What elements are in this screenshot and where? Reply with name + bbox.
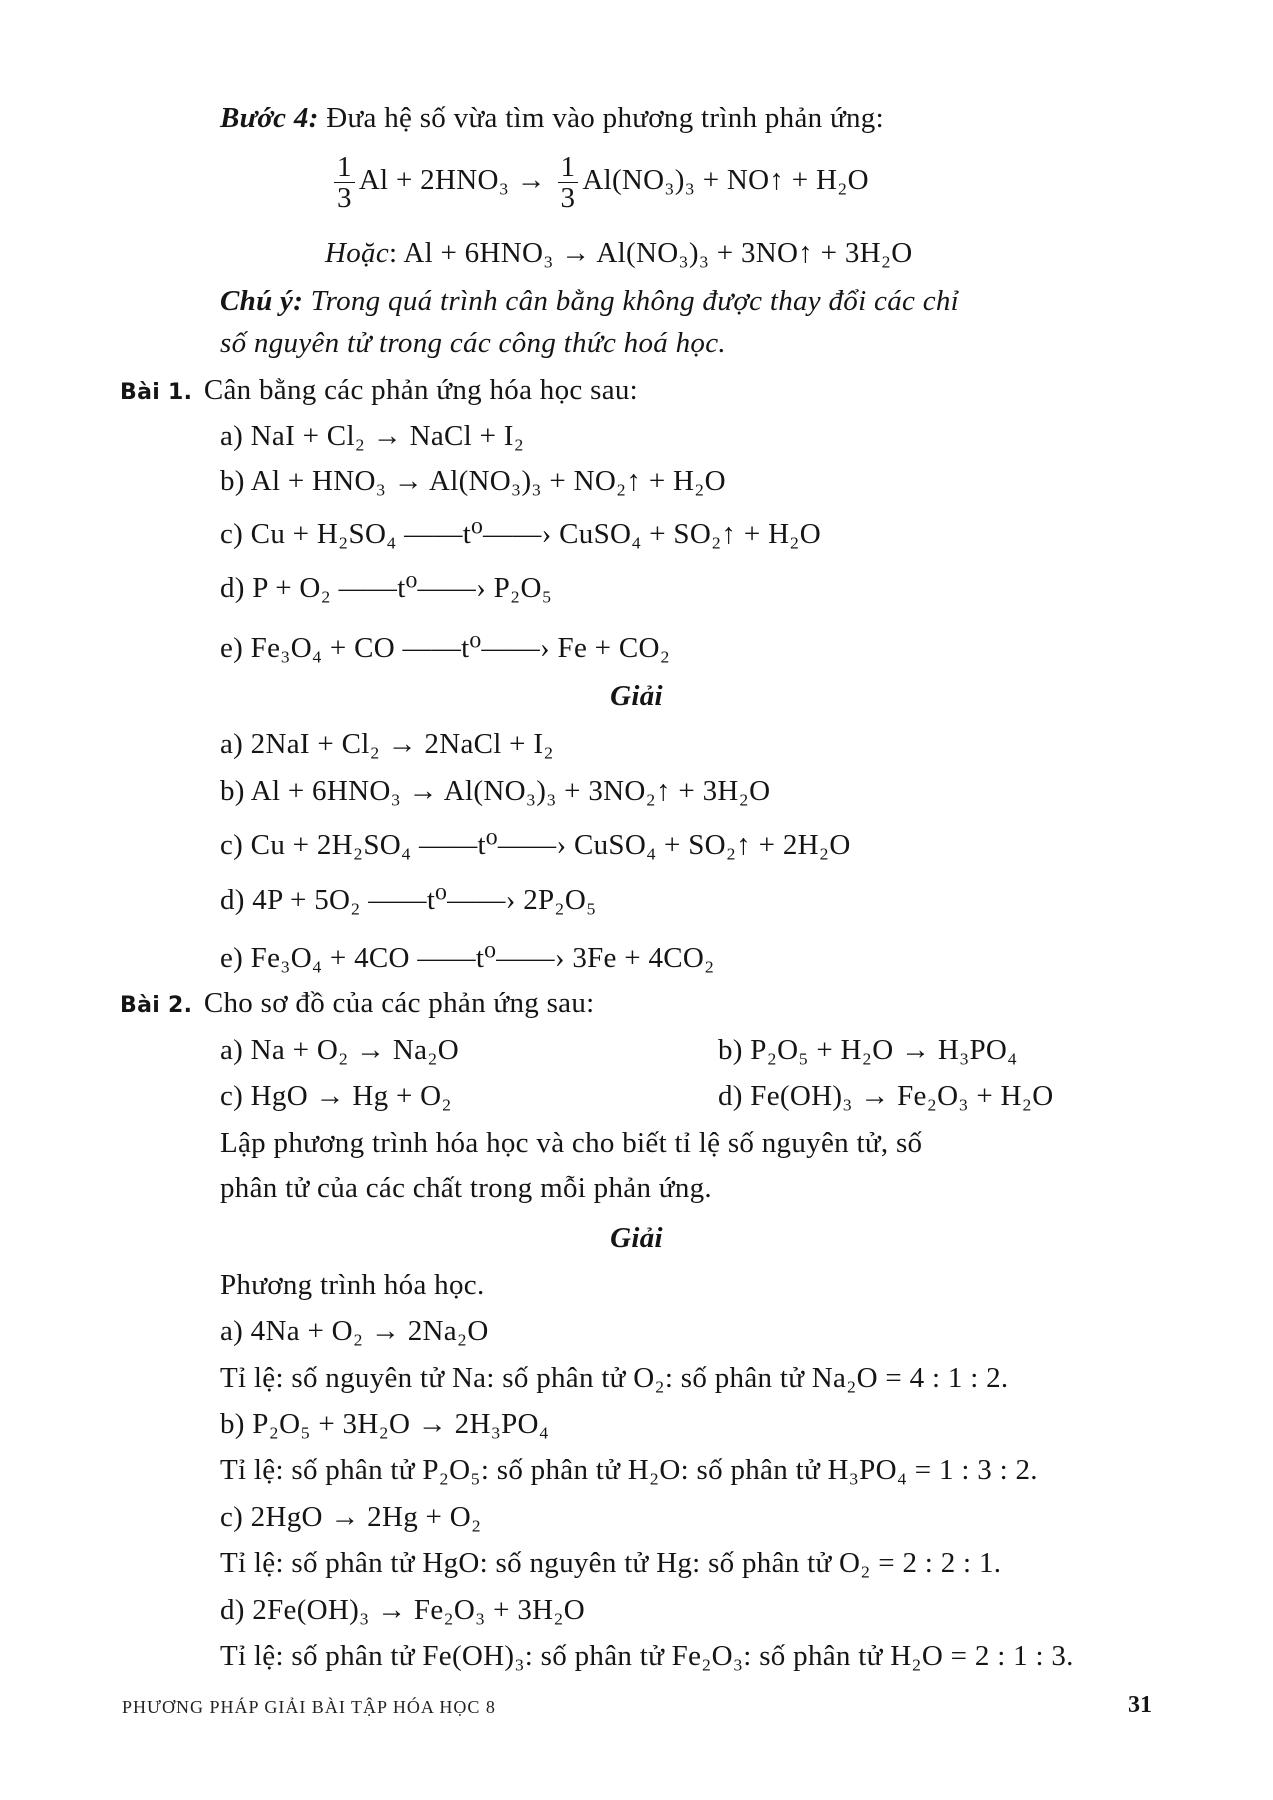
bai2-item-c: c) HgO → Hg + O₂ [220, 1080, 452, 1112]
bai2-solution-c: c) 2HgO → 2Hg + O₂ [220, 1501, 482, 1533]
bai1-item-a: a) NaI + Cl₂ → NaCl + I₂ [220, 420, 525, 452]
bai2-intro: Phương trình hóa học. [220, 1269, 485, 1301]
equation-lhs: Al + 2HNO₃ → [358, 164, 546, 196]
bai2-ratio-b: Tỉ lệ: số phân tử P₂O₅: số phân tử H₂O: số phân tử H₃PO₄ = 1 : 3 : 2. [220, 1454, 1038, 1486]
bai2-ratio-c: Tỉ lệ: số phân tử HgO: số nguyên tử Hg: số phân tử O₂ = 2 : 2 : 1. [220, 1547, 1002, 1579]
bai1-item-d: d) P + O₂ ——t⁰——› P₂O₅ [220, 572, 553, 604]
step4-line [220, 100, 884, 136]
bai2-ratio-a: Tỉ lệ: số nguyên tử Na: số phân tử O₂: số phân tử Na₂O = 4 : 1 : 2. [220, 1362, 1009, 1394]
fraction: $\frac{1}{3}$ [334, 152, 355, 213]
bai1-label: Bài 1. [120, 380, 193, 405]
bai2-item-a: a) Na + O₂ → Na₂O [220, 1034, 459, 1066]
alt-label: Hoặc [325, 237, 390, 269]
bai1-solution-b: b) Al + 6HNO₃ → Al(NO₃)₃ + 3NO₂↑ + 3H₂O [220, 775, 771, 807]
bai2-label: Bài 2. [120, 993, 193, 1018]
bai2-solution-a: a) 4Na + O₂ → 2Na₂O [220, 1315, 489, 1347]
note-line-1: Chú ý: Trong quá trình cân bằng không được thay đổi các chỉ [220, 285, 960, 317]
step4-equation [330, 150, 869, 213]
bai2-solution-b: b) P₂O₅ + 3H₂O → 2H₃PO₄ [220, 1408, 550, 1440]
bai1-solution-d: d) 4P + 5O₂ ——t⁰——› 2P₂O₅ [220, 884, 597, 916]
bai1-item-e: e) Fe₃O₄ + CO ——t⁰——› Fe + CO₂ [220, 632, 671, 664]
step4-alternative [325, 235, 913, 271]
bai2-ratio-d: Tỉ lệ: số phân tử Fe(OH)₃: số phân tử Fe₂O₃: số phân tử H₂O = 2 : 1 : 3. [220, 1640, 1074, 1672]
bai2-task-line-2: phân tử của các chất trong mỗi phản ứng. [220, 1172, 712, 1204]
bai1-solution-e: e) Fe₃O₄ + 4CO ——t⁰——› 3Fe + 4CO₂ [220, 942, 715, 974]
bai2-title: Cho sơ đồ của các phản ứng sau: [196, 987, 595, 1019]
bai2-solution-d: d) 2Fe(OH)₃ → Fe₂O₃ + 3H₂O [220, 1594, 586, 1626]
bai2-item-d: d) Fe(OH)₃ → Fe₂O₃ + H₂O [718, 1080, 1054, 1112]
step4-label: Bước 4: [220, 102, 319, 134]
alt-equation: : Al + 6HNO₃ → Al(NO₃)₃ + 3NO↑ + 3H₂O [389, 237, 913, 269]
bai1-item-c: c) Cu + H₂SO₄ ——t⁰——› CuSO₄ + SO₂↑ + H₂O [220, 518, 821, 550]
note-line-2: số nguyên tử trong các công thức hoá học. [220, 327, 726, 359]
fraction: $\frac{1}{3}$ [558, 152, 579, 213]
bai1-solution-c: c) Cu + 2H₂SO₄ ——t⁰——› CuSO₄ + SO₂↑ + 2H₂O [220, 829, 851, 861]
bai2-task-line-1: Lập phương trình hóa học và cho biết tỉ lệ số nguyên tử, số [220, 1127, 923, 1159]
note-label: Chú ý: [220, 285, 304, 317]
bai1-item-b: b) Al + HNO₃ → Al(NO₃)₃ + NO₂↑ + H₂O [220, 465, 726, 497]
bai2-heading [120, 985, 595, 1024]
bai1-solution-a: a) 2NaI + Cl₂ → 2NaCl + I₂ [220, 728, 554, 760]
bai1-title: Cân bằng các phản ứng hóa học sau: [196, 374, 639, 406]
bai2-item-b: b) P₂O₅ + H₂O → H₃PO₄ [718, 1034, 1018, 1066]
step4-text: Đưa hệ số vừa tìm vào phương trình phản ứng: [318, 102, 884, 134]
bai2-solution-heading: Giải [610, 1222, 663, 1254]
page-number: 31 [1128, 1692, 1152, 1718]
equation-rhs: Al(NO₃)₃ + NO↑ + H₂O [582, 164, 869, 196]
footer-book-title: PHƯƠNG PHÁP GIẢI BÀI TẬP HÓA HỌC 8 [122, 1697, 496, 1717]
bai1-solution-heading: Giải [610, 680, 663, 712]
bai1-heading [120, 372, 638, 411]
